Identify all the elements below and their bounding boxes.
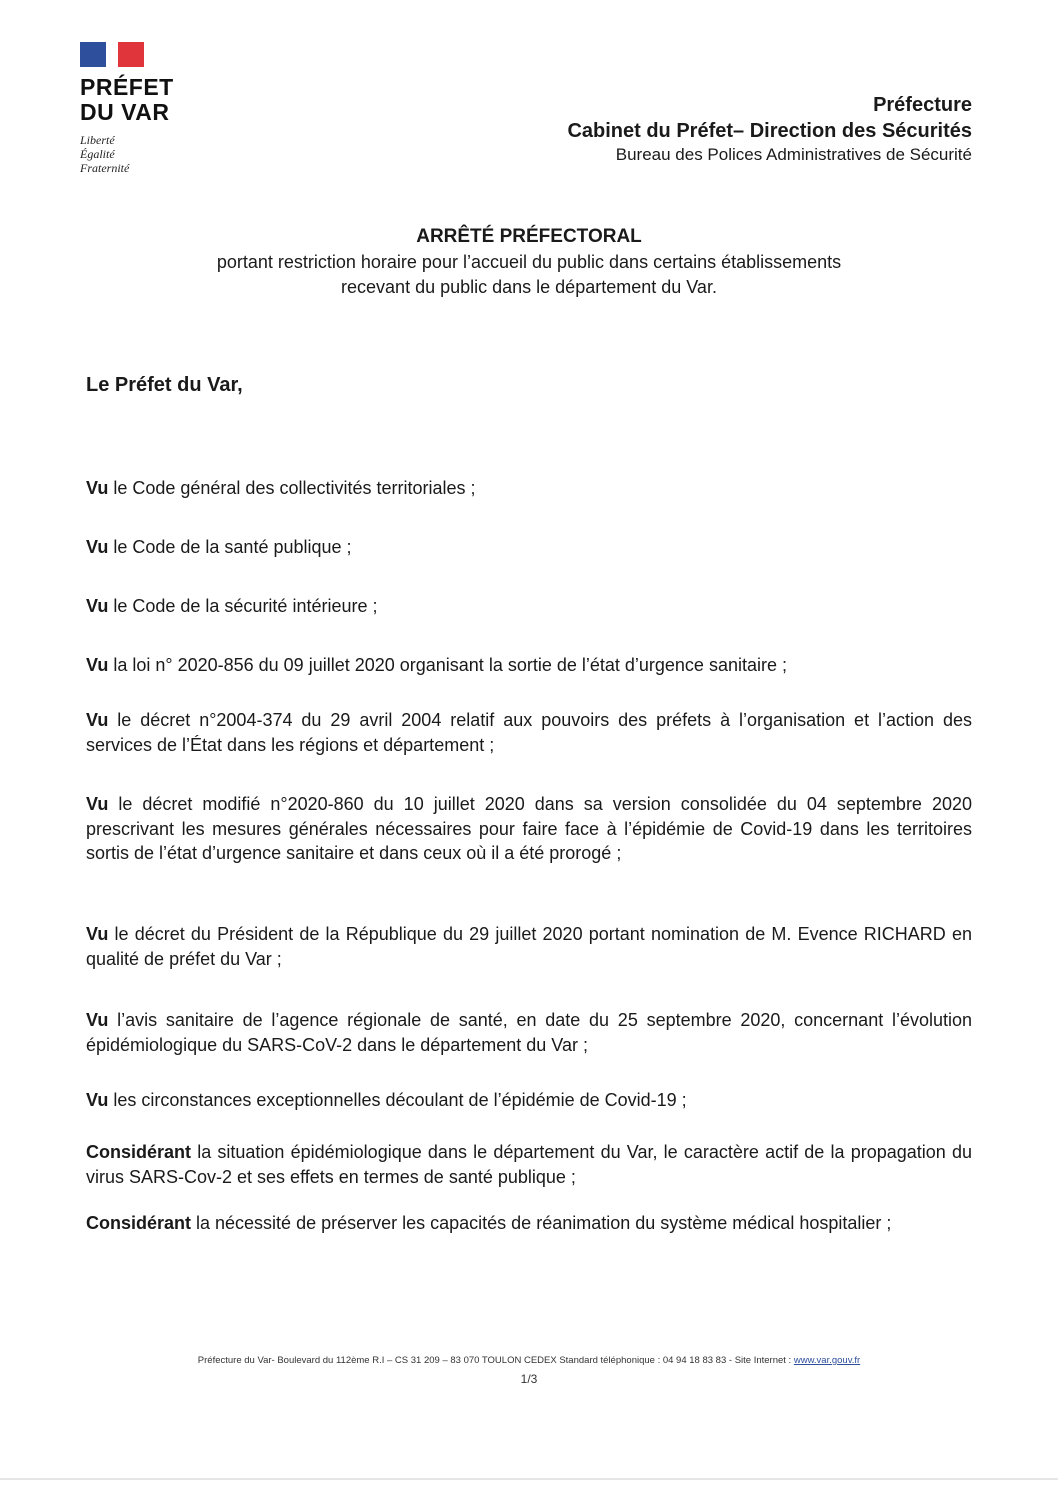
logo-line1: PRÉFET — [80, 74, 174, 100]
paragraph-text: le Code de la sécurité intérieure ; — [108, 596, 378, 616]
title-main: ARRÊTÉ PRÉFECTORAL — [416, 226, 642, 247]
paragraph-text: le décret modifié n°2020-860 du 10 juillet 2020 dans sa version consolidée du 04 septembre 2020 prescrivant les mesures générales nécessaires pour faire face à l’épidémie de Covid-19 dans les territoires sortis de l’état d’urgence sanitaire et dans ceux où il a été prorogé ; — [86, 794, 972, 863]
paragraph — [86, 535, 972, 560]
flag-red — [118, 42, 144, 67]
republic-motto — [80, 133, 174, 175]
paragraph-lead: Vu — [86, 924, 109, 944]
motto-fraternite: Fraternité — [80, 161, 130, 175]
page-footer — [0, 1355, 1058, 1366]
website-link[interactable]: www.var.gouv.fr — [793, 1355, 861, 1366]
paragraph-text: les circonstances exceptionnelles découlant de l’épidémie de Covid-19 ; — [108, 1090, 687, 1110]
service-name: Préfecture — [873, 94, 972, 116]
paragraph — [86, 1088, 972, 1113]
paragraph-lead: Considérant — [86, 1213, 192, 1233]
paragraph — [86, 792, 972, 866]
cabinet-name: Cabinet du Préfet– Direction des Sécurités — [567, 120, 972, 142]
paragraph-text: le Code de la santé publique ; — [108, 537, 352, 557]
paragraph-text: la nécessité de préserver les capacités de réanimation du système médical hospitalier ; — [191, 1213, 892, 1233]
paragraph — [86, 1008, 972, 1057]
paragraph-lead: Vu — [86, 478, 109, 498]
paragraph-text: le Code général des collectivités territoriales ; — [108, 478, 476, 498]
french-flag-icon — [80, 42, 150, 67]
paragraph — [86, 708, 972, 757]
paragraph-text: le décret n°2004-374 du 29 avril 2004 relatif aux pouvoirs des préfets à l’organisation et l’action des services de l’État dans les régions et département ; — [86, 710, 972, 755]
paragraph-lead: Vu — [86, 1090, 109, 1110]
paragraph-lead: Vu — [86, 1010, 109, 1030]
document-title — [0, 224, 1058, 300]
paragraph — [86, 653, 972, 678]
paragraph-lead: Considérant — [86, 1142, 192, 1162]
marianne-logo — [80, 42, 174, 175]
page-number: 1/3 — [520, 1372, 538, 1386]
paragraph — [86, 922, 972, 971]
paragraph-lead: Vu — [86, 655, 109, 675]
intro-line: Le Préfet du Var, — [86, 374, 243, 396]
issuing-office — [567, 92, 972, 166]
motto-egalite: Égalité — [80, 147, 115, 161]
paragraph-text: le décret du Président de la République du 29 juillet 2020 portant nomination de M. Evence RICHARD en qualité de préfet du Var ; — [86, 924, 972, 969]
paragraph-text: la situation épidémiologique dans le département du Var, le caractère actif de la propagation du virus SARS-Cov-2 et ses effets en termes de santé publique ; — [86, 1142, 972, 1187]
paragraph — [86, 594, 972, 619]
paragraph — [86, 1211, 972, 1236]
scan-edge-divider — [0, 1478, 1058, 1480]
title-subtitle-2: recevant du public dans le département du Var. — [341, 277, 717, 297]
paragraph-lead: Vu — [86, 794, 109, 814]
logo-line2: DU VAR — [80, 99, 170, 125]
motto-liberte: Liberté — [80, 133, 115, 147]
paragraph-text: la loi n° 2020-856 du 09 juillet 2020 organisant la sortie de l’état d’urgence sanitaire ; — [108, 655, 787, 675]
title-subtitle-1: portant restriction horaire pour l’accueil du public dans certains établissements — [216, 252, 842, 272]
paragraph — [86, 476, 972, 501]
flag-blue — [80, 42, 106, 67]
paragraph-lead: Vu — [86, 710, 109, 730]
footer-address: Préfecture du Var- Boulevard du 112ème R.I – CS 31 209 – 83 070 TOULON CEDEX Standard téléphonique : 04 94 18 83 83 - Site Internet : — [197, 1355, 794, 1366]
bureau-name: Bureau des Polices Administratives de Sécurité — [615, 145, 972, 164]
paragraph-text: l’avis sanitaire de l’agence régionale de santé, en date du 25 septembre 2020, concernant l’évolution épidémiologique du SARS-CoV-2 dans le département du Var ; — [86, 1010, 972, 1055]
paragraph-lead: Vu — [86, 596, 109, 616]
paragraph-lead: Vu — [86, 537, 109, 557]
paragraph — [86, 1140, 972, 1189]
logo-title — [80, 75, 174, 125]
